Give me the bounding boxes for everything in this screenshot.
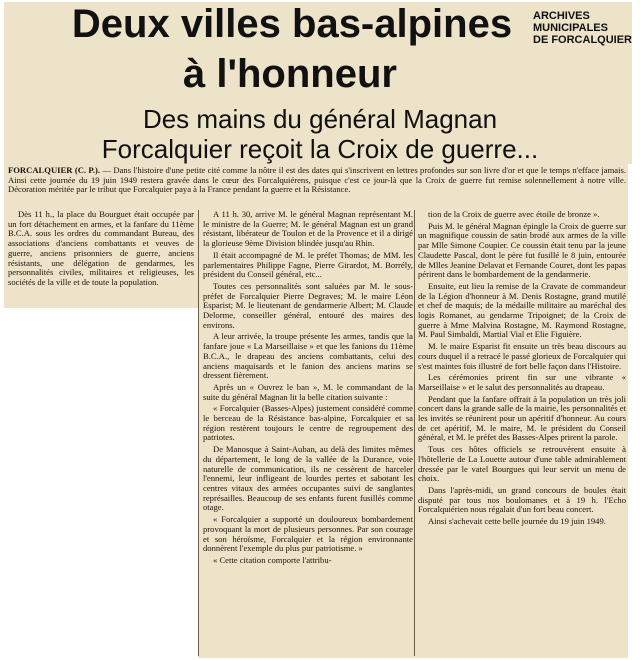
paragraph: « Forcalquier a supporté un douloureux bombardement provoquant la mort de plusieurs personnes. Par son courage et son héroïsme, Forcalquier et la région environnante donnèrent l'exemple du plus pur patriotisme. » <box>203 514 413 554</box>
subheadline-line-2: Forcalquier reçoit la Croix de guerre... <box>101 134 539 164</box>
paragraph: De Manosque à Saint-Auban, au delà des limites mêmes du département, le long de la vallée de la Durance, voie naturelle de communication, ils ne cessèrent de harceler l'ennemi, leur infligeant de lourdes pertes et sabotant les centres vitaux des armées occupantes suivi de sanglantes représailles. Beaucoup de ses enfants furent fusillés comme otage. <box>203 444 413 513</box>
lead-paragraph <box>8 166 626 195</box>
paragraph: « Cette citation comporte l'attribu- <box>213 554 332 565</box>
paragraph: Toutes ces personnalités sont saluées par M. le sous-préfet de Forcalquier Pierre Degraves; M. le maire Léon Esparist; M. le lieutenant de gendarmerie Albert; M. Claude Delorme, conseiller général, entouré des maires des environs. <box>203 280 413 330</box>
paragraph: Ensuite, eut lieu la remise de la Cravate de commandeur de la Légion d'honneur à M. Denis Rostagne, grand mutilé et chef de maquis; de la médaille militaire au maréchal des logis Romanet, au gendarme Tripoignet; de la Croix de guerre à Mme Malvina Rostagne, M. Raymond Rostagne, M. Paul Simbaldi, Martial Vial et Elie Figuière. <box>418 280 626 340</box>
paragraph: tion de la Croix de guerre avec étoile de bronze ». <box>428 209 600 219</box>
article-column-3 <box>418 210 626 529</box>
column-rule <box>198 210 199 656</box>
paragraph: Ainsi s'achevait cette belle journée du 19 juin 1949. <box>428 516 606 527</box>
lead-text: — Dans l'histoire d'une petite cité comme la nôtre il est des dates qui s'inscrivent en lettres profondes sur son livre d'or et que le temps n'efface jamais. Ainsi cette journée du 19 juin 1949 restera gravée dans le cœur des Forcalquiérens, puisque c'est ce jour-là que la Croix de guerre fut remise solennellement à notre ville. Décoration méritée par le tribut que Forcalquier paya à la France pendant la guerre et la Résistance. <box>8 165 627 195</box>
paragraph: Tous ces hôtes officiels se retrouvèrent ensuite à l'hôtellerie de La Louette autour d'une table admirablement dressée par le vatel Bourgues qui leur servit un menu de choix. <box>418 444 626 484</box>
article-column-2 <box>203 210 413 568</box>
dateline: FORCALQUIER (C. P.). <box>8 165 101 175</box>
paragraph: « Forcalquier (Basses-Alpes) justement considéré comme le berceau de la Résistance bas-alpine, Forcalquier et sa région restèrent toujours le centre de regroupement des patriotes. <box>203 403 413 443</box>
article-column-1 <box>8 210 194 290</box>
paragraph: A leur arrivée, la troupe présente les armes, tandis que la fanfare joue « La Marseillaise » et que les fanions du 11ème B.C.A., le drapeau des anciens combattants, celui des anciens maquisards et le fanion des anciens marins se dressent fièrement. <box>203 331 413 381</box>
paragraph: Dans l'après-midi, un grand concours de boules était disputé par tous nos boulomanes et à 19 h. l'Echo Forcalquiérien nous régalait d'un fort beau concert. <box>418 484 626 515</box>
paragraph: Les cérémonies prirent fin sur une vibrante « Marseillaise » et le salut des personnalités au drapeau. <box>418 372 626 392</box>
headline-line-1: Deux villes bas-alpines <box>71 2 513 46</box>
headline-line-2: à l'honneur <box>183 52 397 96</box>
paragraph: Après un « Ouvrez le ban », M. le commandant de la suite du général Magnan lit la belle citation suivante : <box>203 381 413 402</box>
stamp-line: DE FORCALQUIER <box>533 34 632 46</box>
subheadline-line-1: Des mains du général Magnan <box>142 104 498 134</box>
paragraph: Pendant que la fanfare offrait à la population un très joli concert dans la grande salle de la mairie, les personnalités et les invités se réunirent pour un apéritif d'honneur. Au cours de cet apéritif, M. le maire, M. le président du Conseil général, et M. le préfet des Basses-Alpes prirent la parole. <box>418 393 626 443</box>
paragraph: Il était accompagné de M. le préfet Thomas; de MM. les parlementaires Philippe Fagne, Pierre Girardot, M. Borrély, président du Conseil général, etc... <box>203 249 413 280</box>
paragraph: Puis M. le général Magnan épingle la Croix de guerre sur un magnifique coussin de satin brodé aux armes de la ville par Mlle Simone Coupier. Ce coussin était tenu par la jeune Claudette Pascal, dont le père fut fusillé le 8 juin, entourée de Mlles Jeanine Delavat et Fernande Couret, dont les papas périrent dans le bombardement de la gendarmerie. <box>418 220 626 280</box>
paragraph: M. le maire Esparist fit ensuite un très beau discours au cours duquel il a retracé le passé glorieux de Forcalquier qui s'est maintes fois illustré de fort belle façon dans l'Histoire. <box>418 341 626 371</box>
stamp-line: ARCHIVES <box>533 10 590 22</box>
column-rule <box>414 210 415 656</box>
archives-stamp <box>533 10 632 46</box>
paragraph: Dès 11 h., la place du Bourguet était occupée par un fort détachement en armes, et la fanfare du 11ème B.C.A. sous les ordres du commandant Bureau, des associations d'anciens combattants et veuves de guerre, anciens prisonniers de guerre, anciens résistants, une délégation de gendarmes, les personnalités civiles, militaires et religieuses, les sociétés de la ville et de toute la population. <box>8 209 194 287</box>
stamp-line: MUNICIPALES <box>533 22 608 34</box>
paragraph: A 11 h. 30, arrive M. le général Magnan représentant M. le ministre de la Guerre; M. le général Magnan est un grand résistant, libérateur de Toulon et de la Provence et il a dirigé la glorieuse 9ème Division blindée jusqu'au Rhin. <box>203 209 413 249</box>
